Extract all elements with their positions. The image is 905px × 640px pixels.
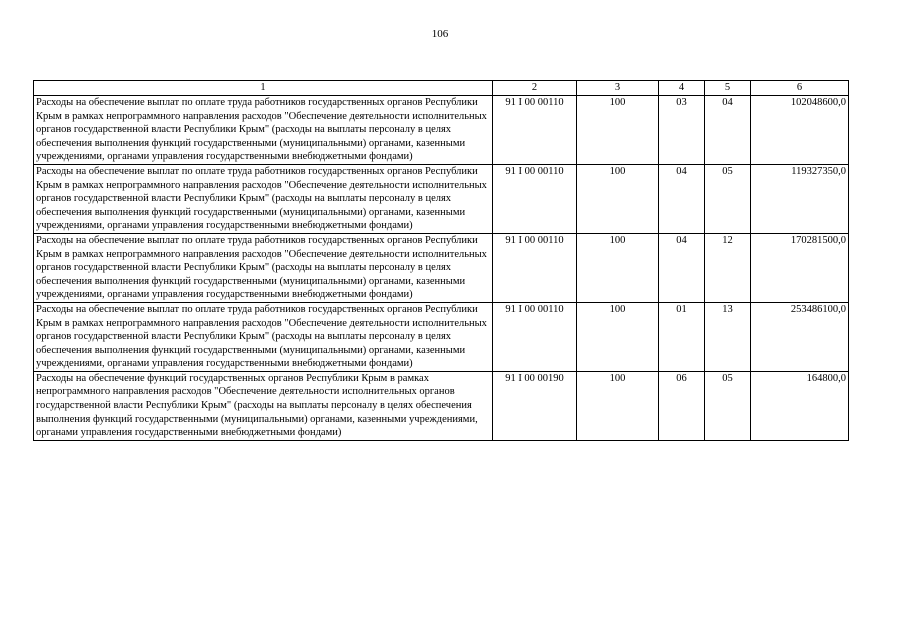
row-amount: 170281500,0 bbox=[751, 233, 849, 302]
table-header bbox=[34, 81, 849, 96]
row-subsection: 12 bbox=[705, 233, 751, 302]
row-section: 06 bbox=[659, 371, 705, 440]
table-row bbox=[34, 164, 849, 233]
row-description: Расходы на обеспечение выплат по оплате труда работников государственных органов Республики Крым в рамках непрограммного направления расходов "Обеспечение деятельности исполнительных органов государственной власти Республики Крым" (расходы на выплаты персоналу в целях обеспечения выполнения функций государственными (муниципальными) органами, казенными учреждениями, органами управления государственными внебюджетными фондами) bbox=[34, 164, 493, 233]
row-section: 04 bbox=[659, 233, 705, 302]
header-col-2: 2 bbox=[493, 81, 577, 96]
row-section: 04 bbox=[659, 164, 705, 233]
row-amount: 102048600,0 bbox=[751, 96, 849, 165]
row-target-article: 91 I 00 00110 bbox=[493, 233, 577, 302]
row-expense-type: 100 bbox=[577, 371, 659, 440]
header-col-3: 3 bbox=[577, 81, 659, 96]
row-target-article: 91 I 00 00190 bbox=[493, 371, 577, 440]
row-subsection: 13 bbox=[705, 302, 751, 371]
header-col-5: 5 bbox=[705, 81, 751, 96]
table-row bbox=[34, 302, 849, 371]
table-body bbox=[34, 96, 849, 441]
row-expense-type: 100 bbox=[577, 233, 659, 302]
row-amount: 119327350,0 bbox=[751, 164, 849, 233]
row-section: 03 bbox=[659, 96, 705, 165]
header-col-4: 4 bbox=[659, 81, 705, 96]
budget-table bbox=[33, 80, 849, 441]
row-expense-type: 100 bbox=[577, 302, 659, 371]
row-description: Расходы на обеспечение функций государственных органов Республики Крым в рамках непрограммного направления расходов "Обеспечение деятельности исполнительных органов государственной власти Республики Крым" (расходы на выплаты персоналу в целях обеспечения выполнения функций государственными (муниципальными) органами, казенными учреждениями, органами управления государственными внебюджетными фондами) bbox=[34, 371, 493, 440]
header-row bbox=[34, 81, 849, 96]
row-section: 01 bbox=[659, 302, 705, 371]
row-description: Расходы на обеспечение выплат по оплате труда работников государственных органов Республики Крым в рамках непрограммного направления расходов "Обеспечение деятельности исполнительных органов государственной власти Республики Крым" (расходы на выплаты персоналу в целях обеспечения выполнения функций государственными (муниципальными) органами, казенными учреждениями, органами управления государственными внебюджетными фондами) bbox=[34, 96, 493, 165]
row-target-article: 91 I 00 00110 bbox=[493, 302, 577, 371]
table-row bbox=[34, 233, 849, 302]
row-expense-type: 100 bbox=[577, 164, 659, 233]
header-col-6: 6 bbox=[751, 81, 849, 96]
row-description: Расходы на обеспечение выплат по оплате труда работников государственных органов Республики Крым в рамках непрограммного направления расходов "Обеспечение деятельности исполнительных органов государственной власти Республики Крым" (расходы на выплаты персоналу в целях обеспечения выполнения функций государственными (муниципальными) органами, казенными учреждениями, органами управления государственными внебюджетными фондами) bbox=[34, 302, 493, 371]
row-description: Расходы на обеспечение выплат по оплате труда работников государственных органов Республики Крым в рамках непрограммного направления расходов "Обеспечение деятельности исполнительных органов государственной власти Республики Крым" (расходы на выплаты персоналу в целях обеспечения выполнения функций государственными (муниципальными) органами, казенными учреждениями, органами управления государственными внебюджетными фондами) bbox=[34, 233, 493, 302]
row-target-article: 91 I 00 00110 bbox=[493, 96, 577, 165]
row-expense-type: 100 bbox=[577, 96, 659, 165]
page-number: 106 bbox=[431, 28, 449, 40]
row-subsection: 04 bbox=[705, 96, 751, 165]
table-row bbox=[34, 371, 849, 440]
row-amount: 253486100,0 bbox=[751, 302, 849, 371]
row-amount: 164800,0 bbox=[751, 371, 849, 440]
row-subsection: 05 bbox=[705, 371, 751, 440]
table-row bbox=[34, 96, 849, 165]
row-target-article: 91 I 00 00110 bbox=[493, 164, 577, 233]
header-col-1: 1 bbox=[34, 81, 493, 96]
row-subsection: 05 bbox=[705, 164, 751, 233]
